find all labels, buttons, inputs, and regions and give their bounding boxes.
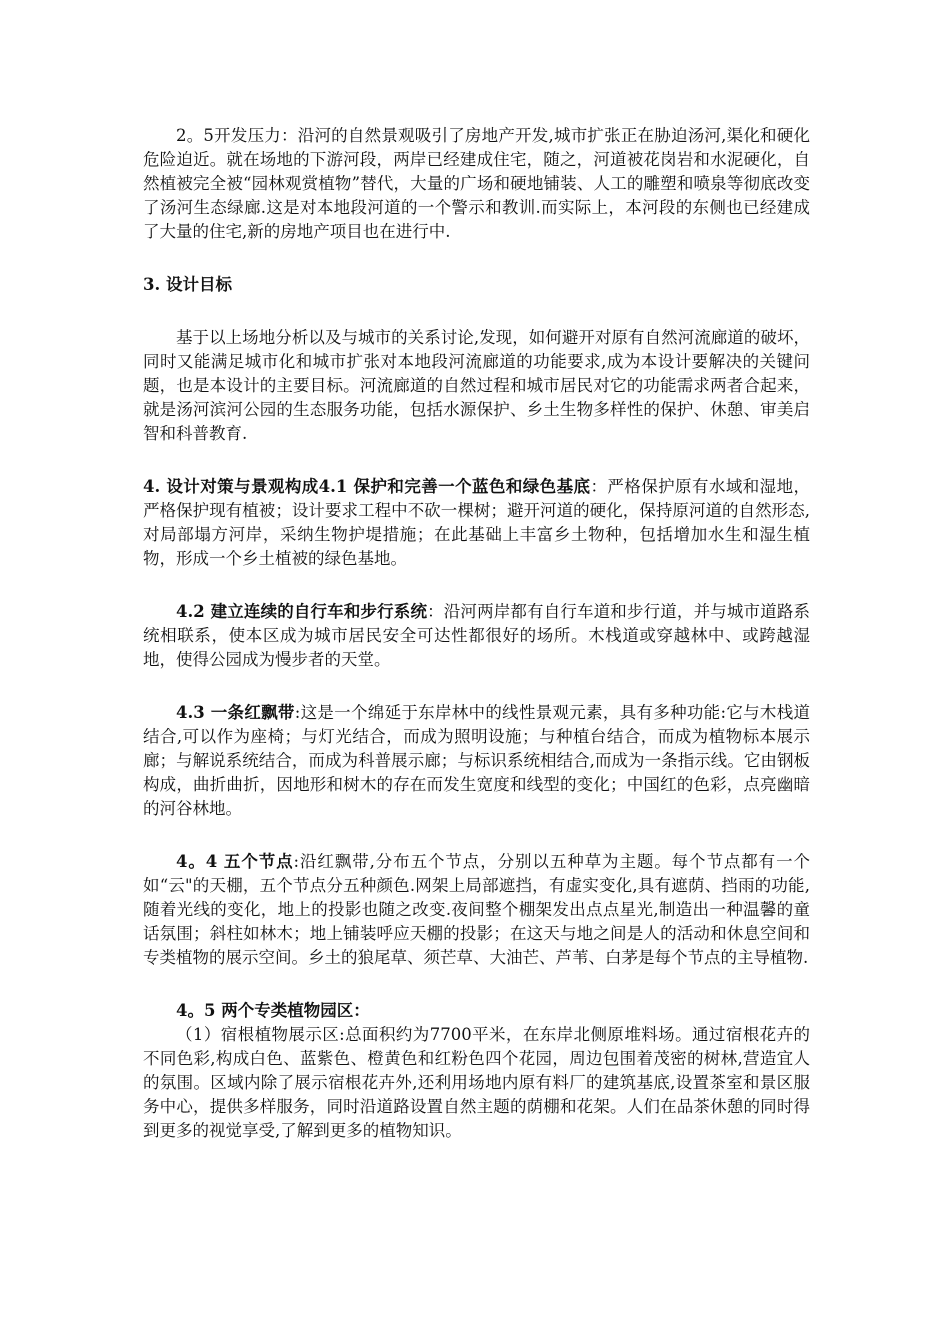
- section-4-3-heading: 4.3 一条红飘带: [176, 703, 295, 722]
- paragraph-section-4-5-text: （1）宿根植物展示区:总面积约为7700平米，在东岸北侧原堆料场。通过宿根花卉的不同色彩,构成白色、蓝紫色、橙黄色和红粉色四个花园，周边包围着茂密的树林,营造宜人的氛围。区域内除了展示宿根花卉外,还利用场地内原有料厂的建筑基底,设置茶室和景区服务中心，提供多样服务，同时沿道路设置自然主题的荫棚和花架。人们在品茶休憩的同时得到更多的视觉享受,了解到更多的植物知识。: [143, 1025, 810, 1140]
- paragraph-design-goals: 基于以上场地分析以及与城市的关系讨论,发现，如何避开对原有自然河流廊道的破坏，同时又能满足城市化和城市扩张对本地段河流廊道的功能要求,成为本设计要解决的关键问题，也是本设计的主要目标。河流廊道的自然过程和城市居民对它的功能需求两者合起来，就是汤河滨河公园的生态服务功能，包括水源保护、乡土生物多样性的保护、休憩、审美启智和科普教育.: [143, 328, 810, 443]
- section-4-4-heading: 4。4 五个节点: [176, 852, 294, 871]
- paragraph-section-4-3: [143, 701, 810, 821]
- section-heading-design-goals: 3. 设计目标: [143, 275, 232, 294]
- paragraph-section-4-5-heading: [143, 999, 810, 1023]
- paragraph-section-4-1: [143, 475, 810, 571]
- paragraph-section-4-4: [143, 850, 810, 970]
- section-4-4-text: :沿红飘带,分布五个节点，分别以五种草为主题。每个节点都有一个如“云"的天棚，五个节点分五种颜色.网架上局部遮挡，有虚实变化,具有遮荫、挡雨的功能,随着光线的变化，地上的投影也随之改变.夜间整个棚架发出点点星光,制造出一种温馨的童话氛围；斜柱如林木；地上铺装呼应天棚的投影；在这天与地之间是人的活动和休息空间和专类植物的展示空间。乡土的狼尾草、须芒草、大油芒、芦苇、白茅是每个节点的主导植物.: [143, 852, 810, 967]
- paragraph-development-pressure: 2。5开发压力：沿河的自然景观吸引了房地产开发,城市扩张正在胁迫汤河,渠化和硬化危险迫近。就在场地的下游河段，两岸已经建成住宅，随之，河道被花岗岩和水泥硬化，自然植被完全被“园林观赏植物”替代，大量的广场和硬地铺装、人工的雕塑和喷泉等彻底改变了汤河生态绿廊.这是对本地段河道的一个警示和教训.而实际上，本河段的东侧也已经建成了大量的住宅,新的房地产项目也在进行中.: [143, 126, 810, 241]
- section-4-3-text: :这是一个绵延于东岸林中的线性景观元素，具有多种功能:它与木栈道结合,可以作为座椅；与灯光结合，而成为照明设施；与种植台结合，而成为植物标本展示廊；与解说系统结合，而成为科普展示廊；与标识系统相结合,而成为一条指示线。它由钢板构成，曲折曲折，因地形和树木的存在而发生宽度和线型的变化；中国红的色彩，点亮幽暗的河谷林地。: [143, 703, 811, 818]
- document-page: [143, 124, 810, 1143]
- paragraph-section-4-2: [143, 600, 810, 672]
- section-4-1-heading: 4. 设计对策与景观构成4.1 保护和完善一个蓝色和绿色基底: [143, 477, 591, 496]
- section-4-2-text: ：沿河两岸都有自行车道和步行道，并与城市道路系统相联系，使本区成为城市居民安全可达性都很好的场所。木栈道或穿越林中、或跨越湿地，使得公园成为慢步者的天堂。: [143, 602, 810, 669]
- section-4-5-heading: 4。5 两个专类植物园区：: [176, 1001, 370, 1020]
- section-4-1-text: ：严格保护原有水域和湿地，严格保护现有植被；设计要求工程中不砍一棵树；避开河道的硬化，保持原河道的自然形态,对局部塌方河岸，采纳生物护堤措施；在此基础上丰富乡土物种，包括增加水生和湿生植物，形成一个乡土植被的绿色基地。: [143, 477, 811, 568]
- section-4-2-heading: 4.2 建立连续的自行车和步行系统: [176, 602, 428, 621]
